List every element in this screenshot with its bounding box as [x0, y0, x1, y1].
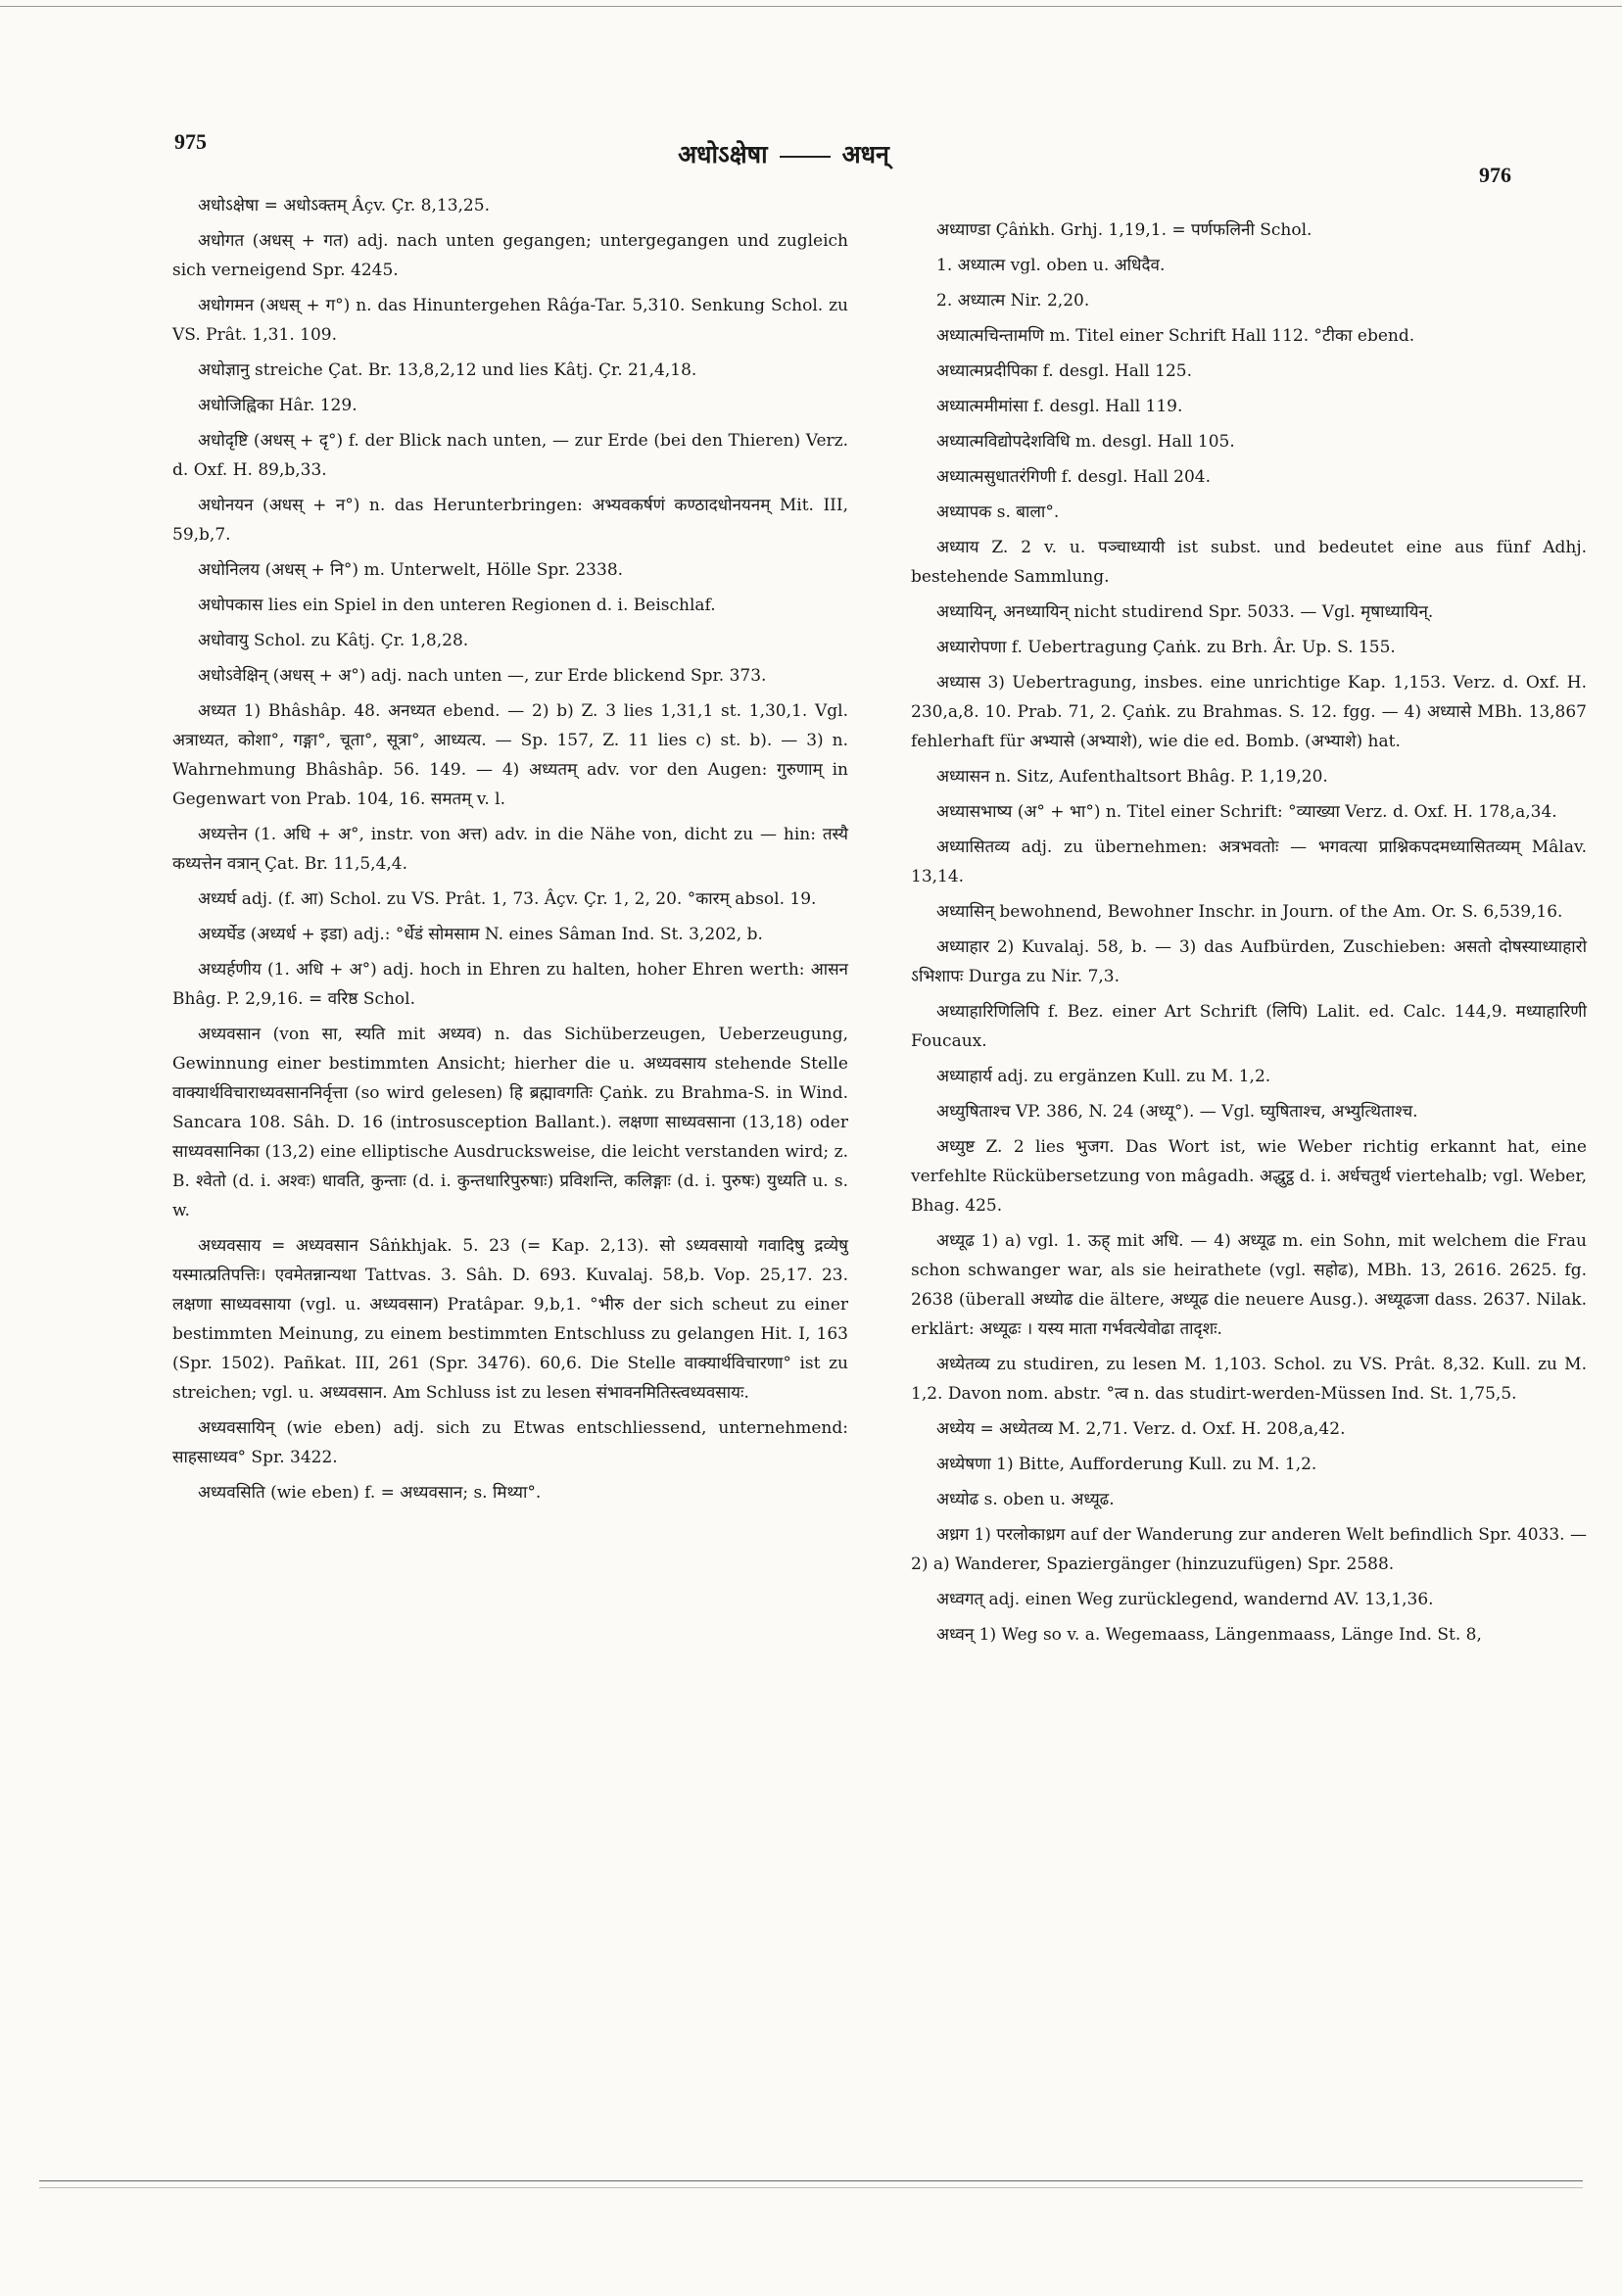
right-page-number: 976: [1479, 163, 1511, 187]
dictionary-entry: अधोऽवेक्षिन् (अधस् + अ°) adj. nach unten —, zur Erde blickend Spr. 373.: [198, 666, 767, 686]
running-head: [490, 137, 1077, 170]
dictionary-entry: अध्यासिन् bewohnend, Bewohner Inschr. in Journ. of the Am. Or. S. 6,539,16.: [936, 902, 1563, 922]
dictionary-entry: अध्यासितव्य adj. zu übernehmen: अत्रभवतोः — भगवत्या प्राश्निकपदमध्यासितव्यम् Mâlav. 13,14.: [911, 837, 1587, 886]
left-column: [172, 191, 848, 1513]
dictionary-entry: 1. अध्यात्म vgl. oben u. अधिदैव.: [936, 256, 1166, 275]
dictionary-entry: अध्येय = अध्येतव्य M. 2,71. Verz. d. Oxf. H. 208,a,42.: [936, 1419, 1346, 1439]
dictionary-entry: अध्युषिताश्च VP. 386, N. 24 (अध्यू°). — Vgl. घ्युषिताश्च, अभ्युत्थिताश्च.: [936, 1102, 1418, 1122]
dictionary-entry: अध्यर्घेड (अध्यर्ध + इडा) adj.: °र्धेडं सोमसाम N. eines Sâman Ind. St. 3,202, b.: [198, 925, 763, 944]
running-head-right: अधन्: [841, 140, 889, 168]
dictionary-entry: अधोनिलय (अधस् + नि°) m. Unterwelt, Hölle Spr. 2338.: [198, 560, 624, 580]
dictionary-entry: अध्यासभाष्य (अ° + भा°) n. Titel einer Schrift: °व्याख्या Verz. d. Oxf. H. 178,a,34.: [936, 802, 1557, 822]
dictionary-entry: अध्यात्मप्रदीपिका f. desgl. Hall 125.: [936, 361, 1192, 381]
dictionary-entry: अध्याण्डा Çâṅkh. Grhj. 1,19,1. = पर्णफलिनी Schol.: [936, 220, 1312, 240]
dictionary-entry: अध्यूढ 1) a) vgl. 1. ऊह् mit अधि. — 4) अध्यूढ m. ein Sohn, mit welchem die Frau schon schwanger war, als sie heirathete (vgl. सहोढ), MBh. 13, 2616. 2625. fg. 2638 (überall अध्योढ die ältere, अध्यूढ die neuere Ausg.). अध्यूढजा dass. 2637. Nilak. erklärt: अध्यूढः । यस्य माता गर्भवत्येवोढा तादृशः.: [911, 1231, 1587, 1339]
dictionary-entry: अध्याहार्य adj. zu ergänzen Kull. zu M. 1,2.: [936, 1067, 1271, 1086]
dictionary-entry: अध्याय Z. 2 v. u. पञ्चाध्यायी ist subst. und bedeutet eine aus fünf Adhj. bestehende Sammlung.: [911, 538, 1587, 587]
dictionary-entry: 2. अध्यात्म Nir. 2,20.: [936, 291, 1090, 311]
dictionary-entry: अध्यर्घ adj. (f. आ) Schol. zu VS. Prât. 1, 73. Âçv. Çr. 1, 2, 20. °कारम् absol. 19.: [198, 889, 817, 909]
dictionary-entry: अध्येतव्य zu studiren, zu lesen M. 1,103. Schol. zu VS. Prât. 8,32. Kull. zu M. 1,2. Davon nom. abstr. °त्व n. das studirt-werden-Müssen Ind. St. 1,75,5.: [911, 1355, 1587, 1404]
bottom-rule-shadow: [39, 2187, 1583, 2188]
dictionary-entry: अध्याहार 2) Kuvalaj. 58, b. — 3) das Aufbürden, Zuschieben: असतो दोषस्याध्याहारो ऽभिशापः Durga zu Nir. 7,3.: [911, 937, 1587, 986]
running-head-dash: [780, 156, 831, 158]
dictionary-entry: अधोवायु Schol. zu Kâtj. Çr. 1,8,28.: [198, 631, 469, 650]
bottom-rule: [39, 2180, 1583, 2181]
dictionary-entry: अध्येषणा 1) Bitte, Aufforderung Kull. zu M. 1,2.: [936, 1455, 1317, 1474]
right-column: [911, 215, 1587, 1655]
dictionary-entry: अध्यत 1) Bhâshâp. 48. अनध्यत ebend. — 2) b) Z. 3 lies 1,31,1 st. 1,30,1. Vgl. अत्राध्यत, कोशा°, गङ्गा°, चूता°, सूत्रा°, आध्यत्य. — Sp. 157, Z. 11 lies c) st. b). — 3) n. Wahrnehmung Bhâshâp. 56. 149. — 4) अध्यतम् adv. vor den Augen: गुरुणाम् in Gegenwart von Prab. 104, 16. समतम् v. l.: [172, 701, 848, 809]
dictionary-entry: अध्यवसाय = अध्यवसान Sâṅkhjak. 5. 23 (= Kap. 2,13). सो ऽध्यवसायो गवादिषु द्रव्येषु यस्मात्प्रतिपत्तिः। एवमेतन्नान्यथा Tattvas. 3. Sâh. D. 693. Kuvalaj. 58,b. Vop. 25,17. 23. लक्षणा साध्यवसाया (vgl. u. अध्यवसान) Pratâpar. 9,b,1. °भीरु der sich scheut zu einer bestimmten Meinung, zu einem bestimmten Entschluss zu gelangen Hit. I, 163 (Spr. 1502). Pañkat. III, 261 (Spr. 3476). 60,6. Die Stelle वाक्यार्थविचारणा° ist zu streichen; vgl. u. अध्यवसान. Am Schluss ist zu lesen संभावनमितिस्त्वध्यवसायः.: [172, 1236, 848, 1403]
dictionary-entry: अध्वन् 1) Weg so v. a. Wegemaass, Längenmaass, Länge Ind. St. 8,: [936, 1625, 1482, 1645]
dictionary-entry: अध्यापक s. बाला°.: [936, 502, 1060, 522]
dictionary-entry: अध्यवसिति (wie eben) f. = अध्यवसान; s. मिथ्या°.: [198, 1483, 542, 1503]
dictionary-entry: अधोऽक्षेषा = अधोऽक्तम् Âçv. Çr. 8,13,25.: [198, 196, 490, 215]
dictionary-entry: अधोज्ञानु streiche Çat. Br. 13,8,2,12 und lies Kâtj. Çr. 21,4,18.: [198, 360, 697, 380]
dictionary-entry: अधोजिह्विका Hâr. 129.: [198, 396, 358, 415]
dictionary-entry: अधोपकास lies ein Spiel in den unteren Regionen d. i. Beischlaf.: [198, 596, 716, 615]
dictionary-entry: अध्यायिन्, अनध्यायिन् nicht studirend Spr. 5033. — Vgl. मृषाध्यायिन्.: [936, 602, 1434, 622]
dictionary-entry: अध्यर्हणीय (1. अधि + अ°) adj. hoch in Ehren zu halten, hoher Ehren werth: आसन Bhâg. P. 2,9,16. = वरिष्ठ Schol.: [172, 960, 848, 1009]
dictionary-entry: अध्रग 1) परलोकाध्रग auf der Wanderung zur anderen Welt befindlich Spr. 4033. — 2) a) Wanderer, Spaziergänger (hinzuzufügen) Spr. 2588.: [911, 1525, 1587, 1574]
left-page-number: 975: [174, 129, 207, 154]
dictionary-entry: अध्यवसान (von सा, स्यति mit अध्यव) n. das Sichüberzeugen, Ueberzeugung, Gewinnung einer bestimmten Ansicht; hierher die u. अध्यवसाय stehende Stelle वाक्यार्थविचाराध्यवसाननिर्वृत्ता (so wird gelesen) हि ब्रह्मावगतिः Çaṅk. zu Brahma-S. in Wind. Sancara 108. Sâh. D. 16 (introsusception Ballant.). लक्षणा साध्यवसाना (13,18) oder साध्यवसानिका (13,2) eine elliptische Ausdrucksweise, die leicht verstanden wird; z. B. श्वेतो (d. i. अश्वः) धावति, कुन्ताः (d. i. कुन्तधारिपुरुषाः) प्रविशन्ति, कलिङ्गाः (d. i. पुरुषः) युध्यति u. s. w.: [172, 1025, 848, 1220]
dictionary-entry: अधोनयन (अधस् + न°) n. das Herunterbringen: अभ्यवकर्षणं कण्ठादधोनयनम् Mit. III, 59,b,7.: [172, 496, 848, 545]
top-edge-line: [0, 6, 1622, 7]
dictionary-entry: अध्याहारिणिलिपि f. Bez. einer Art Schrift (लिपि) Lalit. ed. Calc. 144,9. मध्याहारिणी Foucaux.: [911, 1002, 1587, 1051]
dictionary-entry: अध्यासन n. Sitz, Aufenthaltsort Bhâg. P. 1,19,20.: [936, 767, 1328, 787]
dictionary-entry: अध्यत्तेन (1. अधि + अ°, instr. von अत्त) adv. in die Nähe von, dicht zu — hin: तस्यै कध्यत्तेन वत्रान् Çat. Br. 11,5,4,4.: [172, 825, 848, 874]
dictionary-entry: अधोगमन (अधस् + ग°) n. das Hinuntergehen Râǵa-Tar. 5,310. Senkung Schol. zu VS. Prât. 1,31. 109.: [172, 296, 848, 345]
dictionary-entry: अध्यात्मविद्योपदेशविधि m. desgl. Hall 105.: [936, 432, 1235, 452]
dictionary-entry: अध्यात्ममीमांसा f. desgl. Hall 119.: [936, 397, 1183, 416]
dictionary-entry: अधोदृष्टि (अधस् + दृ°) f. der Blick nach unten, — zur Erde (bei den Thieren) Verz. d. Oxf. H. 89,b,33.: [172, 431, 848, 480]
dictionary-entry: अध्यास 3) Uebertragung, insbes. eine unrichtige Kap. 1,153. Verz. d. Oxf. H. 230,a,8. 10. Prab. 71, 2. Çaṅk. zu Brahmas. S. 12. fgg. — 4) अध्यासे MBh. 13,867 fehlerhaft für अभ्यासे (अभ्याशे), wie die ed. Bomb. (अभ्याशे) hat.: [911, 673, 1587, 751]
dictionary-entry: अध्यात्मचिन्तामणि m. Titel einer Schrift Hall 112. °टीका ebend.: [936, 326, 1415, 346]
dictionary-entry: अधोगत (अधस् + गत) adj. nach unten gegangen; untergegangen und zugleich sich verneigend Spr. 4245.: [172, 231, 848, 280]
dictionary-entry: अध्युष्ट Z. 2 lies भुजग. Das Wort ist, wie Weber richtig erkannt hat, eine verfehlte Rückübersetzung von mâgadh. अद्धुट्ठ d. i. अर्धचतुर्थ viertehalb; vgl. Weber, Bhag. 425.: [911, 1137, 1587, 1216]
dictionary-entry: अध्वगत् adj. einen Weg zurücklegend, wandernd AV. 13,1,36.: [936, 1590, 1434, 1609]
running-head-left: अधोऽक्षेषा: [678, 140, 768, 168]
dictionary-entry: अध्यवसायिन् (wie eben) adj. sich zu Etwas entschliessend, unternehmend: साहसाध्यव° Spr. 3422.: [172, 1418, 848, 1467]
dictionary-entry: अध्योढ s. oben u. अध्यूढ.: [936, 1490, 1115, 1509]
dictionary-entry: अध्यारोपणा f. Uebertragung Çaṅk. zu Brh. Âr. Up. S. 155.: [936, 638, 1396, 657]
dictionary-entry: अध्यात्मसुधातरंगिणी f. desgl. Hall 204.: [936, 467, 1212, 487]
